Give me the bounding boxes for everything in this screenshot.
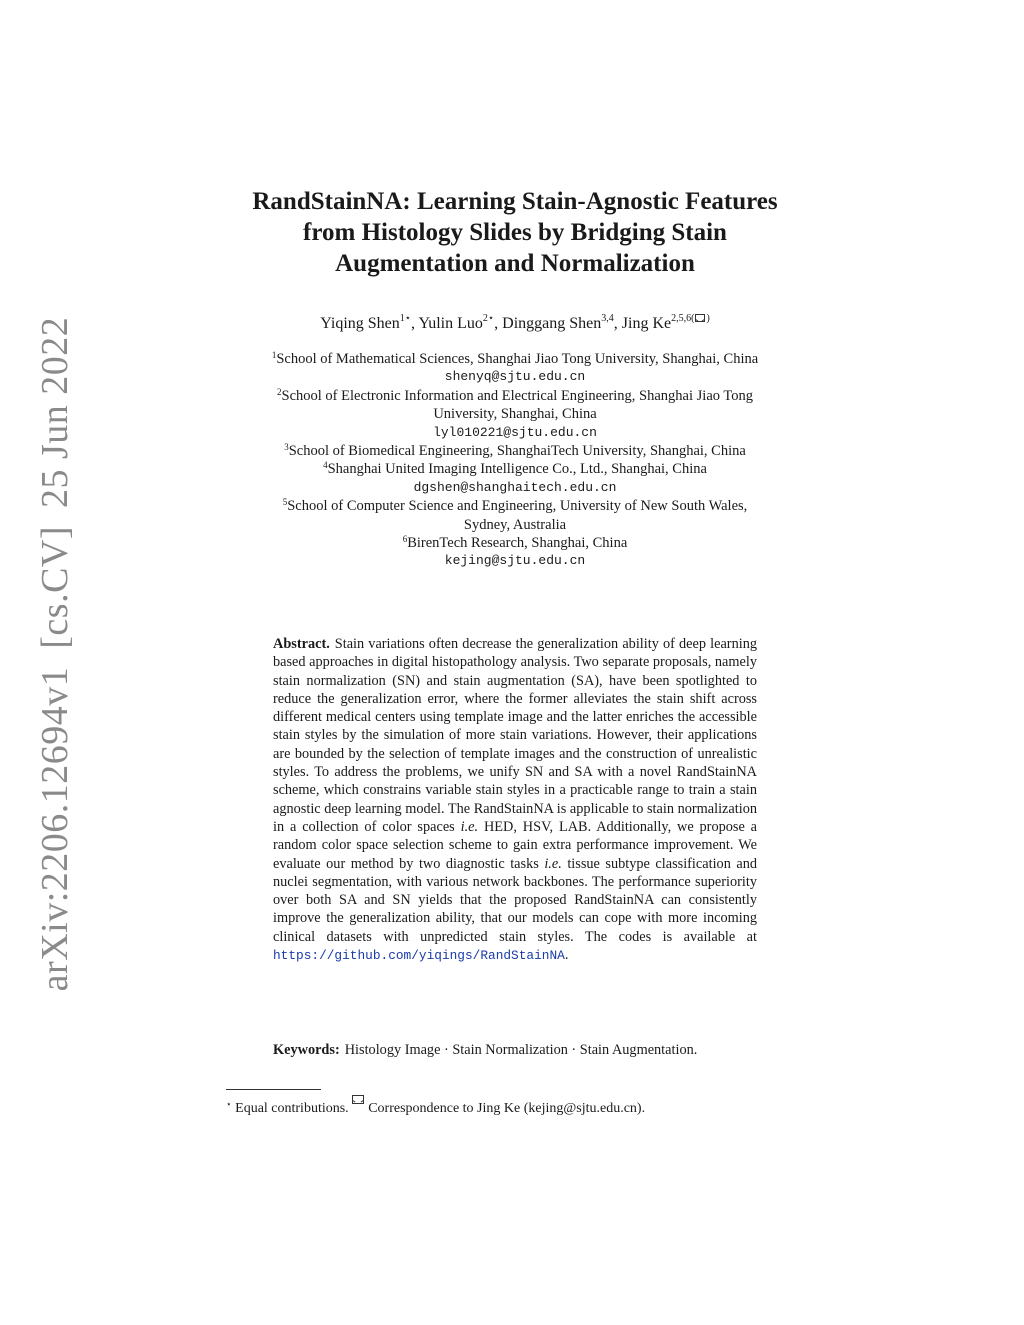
envelope-icon (695, 314, 705, 322)
code-link[interactable]: https://github.com/yiqings/RandStainNA (273, 948, 565, 964)
affil-text: School of Electronic Information and Electrical Engineering, Shanghai Jiao Tong (281, 387, 753, 404)
affil-marker: 6 (402, 534, 408, 545)
affil-marker: 4 (323, 460, 328, 471)
affil-text: School of Mathematical Sciences, Shanghai Jiao Tong University, Shanghai, China (276, 351, 759, 367)
email-4: kejing@sjtu.edu.cn (444, 553, 586, 569)
keywords (273, 1041, 757, 1059)
paper-title (200, 186, 830, 279)
keywords-text: Histology Image · Stain Normalization · Stain Augmentation. (344, 1042, 698, 1058)
author-name: Dinggang Shen (502, 315, 602, 332)
email-2: lyl010221@sjtu.edu.cn (433, 424, 597, 440)
email-3: dgshen@shanghaitech.edu.cn (413, 479, 617, 495)
footnote-divider (226, 1089, 321, 1090)
footnote-star: ⋆ (226, 1099, 232, 1109)
arxiv-identifier (33, 299, 77, 992)
title-line-2: from Histology Slides by Bridging Stain (303, 219, 727, 246)
author-name: Jing Ke (621, 315, 672, 332)
abstract-end: . (564, 947, 569, 964)
author-affil-marker: 2,5,6( (671, 313, 695, 324)
title-line-3: Augmentation and Normalization (335, 250, 695, 277)
affil-marker: 3 (284, 442, 289, 453)
author-affil-marker: 3,4 (601, 313, 614, 324)
affiliations (200, 350, 830, 571)
affil-marker: 2 (277, 386, 282, 397)
affil-marker: 5 (282, 497, 288, 508)
arxiv-date: 25 Jun 2022 (34, 316, 76, 508)
affiliation-2 (200, 387, 830, 405)
abstract-label: Abstract. (273, 636, 330, 652)
affiliation-2-cont: University, Shanghai, China (433, 406, 597, 423)
footnote-text-2: Correspondence to Jing Ke (kejing@sjtu.edu.cn). (368, 1101, 646, 1116)
affil-text: Shanghai United Imaging Intelligence Co., Ltd., Shanghai, China (327, 461, 707, 478)
abstract-text: tissue subtype classification and nuclei segmentation, with various network backbones. The performance superiority over both SA and SN yields that the proposed RandStainNA can consistently improve the generalization ability, that our models can cope with more incoming clinical datasets with unpredicted stain styles. The codes is available at (273, 855, 758, 945)
keywords-label: Keywords: (273, 1042, 340, 1058)
author-list: Yiqing Shen$^{1⋆}$, Yulin Luo$^{2⋆}$, Dinggang Shen$^{3,4}$, Jing $Ke^{2,5,6( )}$ (320, 313, 710, 332)
author-affil-marker: 2⋆ (482, 313, 495, 324)
affiliation-1 (200, 350, 830, 368)
abstract (273, 635, 757, 965)
author-name: Yulin Luo (418, 315, 483, 332)
footnote-text-1: Equal contributions. (235, 1101, 349, 1116)
abstract-text: HED, HSV, LAB. Additionally, we propose a random color space selection scheme to gain extra performance improvement. We evaluate our method by two diagnostic tasks (273, 818, 758, 872)
abstract-ie: i.e. (460, 818, 479, 835)
author-name: Yiqing Shen (320, 315, 400, 332)
affil-text: BirenTech Research, Shanghai, China (407, 535, 628, 552)
affiliation-3 (200, 442, 830, 460)
affil-text: School of Computer Science and Engineering, University of New South Wales, (287, 498, 748, 515)
affiliation-6 (200, 534, 830, 552)
abstract-text: Stain variations often decrease the generalization ability of deep learning based approaches in digital histopathology analysis. Two separate proposals, namely stain normalization (SN) and stain augmentation (SA), have been spotlighted to reduce the generalization error, where the former alleviates the stain shift across different medical centers using template image and the latter enriches the accessible stain styles by the simulation of more stain variations. However, their applications are bounded by the selection of template images and the construction of unrealistic styles. To address the problems, we unify SN and SA with a novel RandStainNA scheme, which constrains variable stain styles in a practicable range to train a stain agnostic deep learning model. The RandStainNA is applicable to stain normalization in a collection of color spaces (273, 636, 757, 835)
footnote (226, 1095, 826, 1118)
affil-text: School of Biomedical Engineering, ShanghaiTech University, Shanghai, China (288, 443, 746, 460)
abstract-ie: i.e. (544, 855, 562, 872)
affil-marker: 1 (271, 350, 277, 360)
envelope-icon (352, 1095, 364, 1104)
affiliation-5 (200, 497, 830, 515)
arxiv-id: arXiv:2206.12694v1 (34, 666, 76, 992)
arxiv-category: [cs.CV] (34, 525, 76, 649)
email-1: shenyq@sjtu.edu.cn (444, 369, 586, 385)
title-line-1: RandStainNA: Learning Stain-Agnostic Features (252, 188, 778, 215)
author-affil-marker: 1⋆ (399, 313, 412, 324)
affiliation-4 (200, 460, 830, 478)
affiliation-5-cont: Sydney, Australia (463, 516, 567, 533)
